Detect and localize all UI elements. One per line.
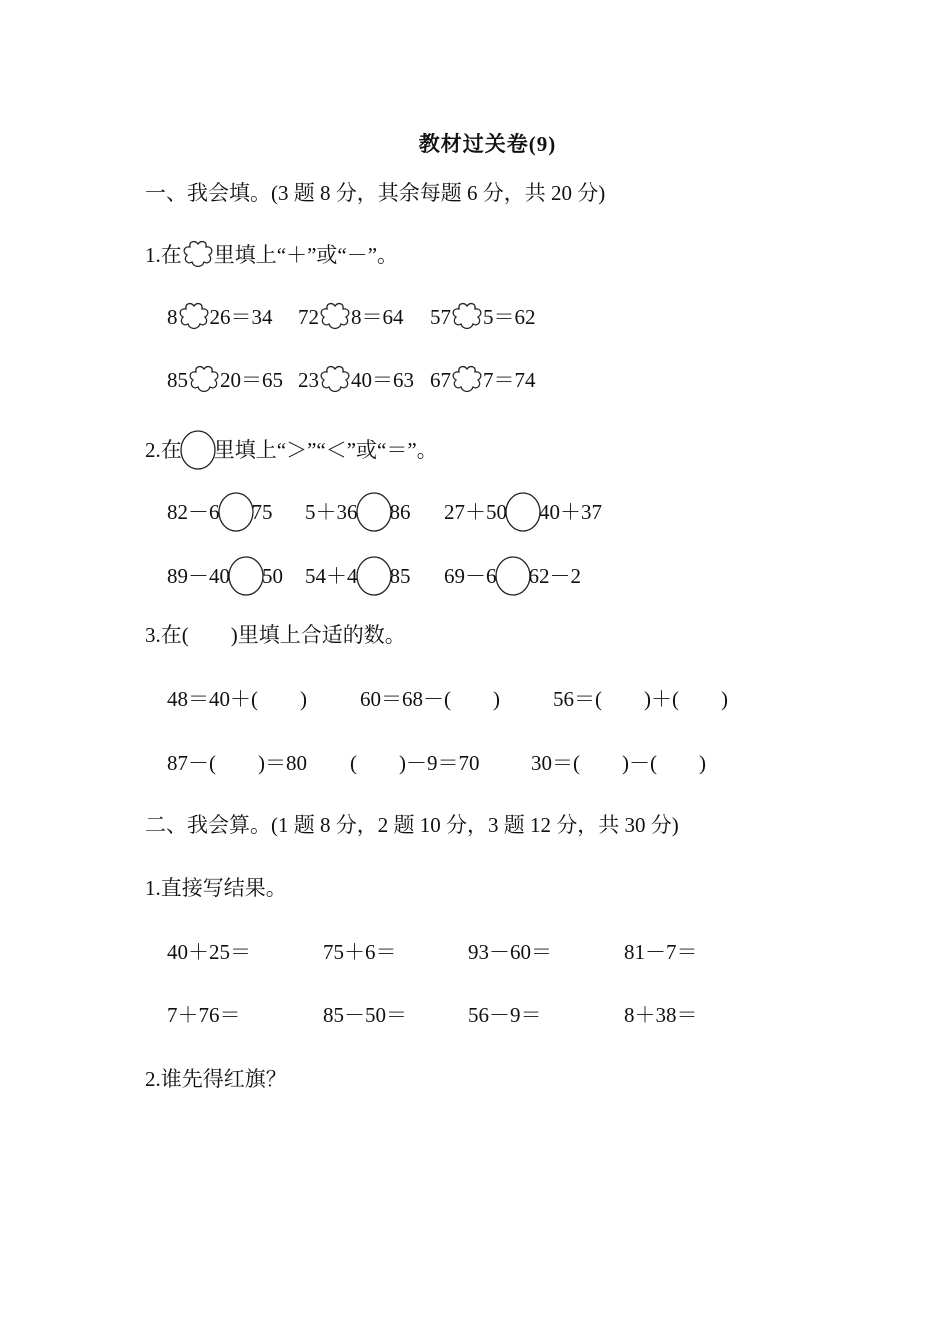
calc-row1-item1[interactable]: 40＋25＝: [167, 940, 251, 964]
q2-suffix: 里填上“＞”“＜”或“＝”。: [213, 438, 438, 462]
q1-left: 23: [298, 368, 319, 392]
q1-suffix: 里填上“＋”或“－”。: [213, 243, 399, 267]
q3-row1-item3[interactable]: 56＝( )＋( ): [553, 687, 728, 711]
q1-right: 7＝74: [483, 368, 536, 392]
q2-right: 50: [262, 564, 283, 588]
circle-blank-icon[interactable]: [505, 492, 541, 532]
q3-row2-item3[interactable]: 30＝( )－( ): [531, 751, 706, 775]
calc-row2-item2[interactable]: 85－50＝: [323, 1003, 407, 1027]
calc-row2-item3[interactable]: 56－9＝: [468, 1003, 542, 1027]
circle-blank-icon[interactable]: [356, 492, 392, 532]
q2-left: 54＋4: [305, 564, 358, 588]
flower-blank-icon[interactable]: [319, 302, 351, 332]
circle-blank-icon[interactable]: [495, 556, 531, 596]
q2-row1-item3: [444, 492, 602, 532]
q1-prefix: 1.在: [145, 243, 182, 267]
flower-blank-icon: [182, 240, 214, 270]
q1-left: 8: [167, 305, 178, 329]
q1-right: 26＝34: [209, 305, 273, 329]
circle-blank-icon[interactable]: [228, 556, 264, 596]
q1-right: 8＝64: [351, 305, 404, 329]
q2-right: 62－2: [528, 564, 581, 588]
section1-heading: 一、我会填。(3 题 8 分，其余每题 6 分，共 20 分): [145, 181, 606, 205]
q2-row2-item2: [305, 556, 411, 596]
q1-row2-item1: [167, 365, 283, 395]
q3-row2-item1[interactable]: 87－( )＝80: [167, 751, 307, 775]
calc-row2-item4[interactable]: 8＋38＝: [624, 1003, 698, 1027]
q2-left: 82－6: [167, 500, 220, 524]
q2-instruction: [145, 430, 438, 470]
q1-instruction: [145, 240, 398, 270]
circle-blank-icon[interactable]: [356, 556, 392, 596]
q3-instruction: 3.在( )里填上合适的数。: [145, 623, 406, 647]
q2-row1-item2: [305, 492, 411, 532]
circle-blank-icon: [180, 430, 216, 470]
q1-row1-item1: [167, 302, 273, 332]
q2-left: 5＋36: [305, 500, 358, 524]
s2-q2-instruction: 2.谁先得红旗？: [145, 1067, 287, 1091]
q2-prefix: 2.在: [145, 438, 182, 462]
q1-left: 72: [298, 305, 319, 329]
q2-right: 40＋37: [539, 500, 602, 524]
q2-right: 85: [389, 564, 411, 588]
q1-right: 5＝62: [483, 305, 536, 329]
q2-left: 27＋50: [444, 500, 507, 524]
q1-right: 20＝65: [220, 368, 283, 392]
q1-left: 67: [430, 368, 451, 392]
q1-row2-item2: [298, 365, 414, 395]
q2-right: 75: [251, 500, 273, 524]
circle-blank-icon[interactable]: [218, 492, 254, 532]
q2-left: 89－40: [167, 564, 230, 588]
flower-blank-icon[interactable]: [451, 302, 483, 332]
q1-left: 85: [167, 368, 188, 392]
q3-row1-item1[interactable]: 48＝40＋( ): [167, 687, 307, 711]
q1-row2-item3: [430, 365, 536, 395]
q1-right: 40＝63: [351, 368, 414, 392]
q2-row1-item1: [167, 492, 273, 532]
q2-row2-item1: [167, 556, 283, 596]
q2-left: 69－6: [444, 564, 497, 588]
q1-left: 57: [430, 305, 451, 329]
flower-blank-icon[interactable]: [178, 302, 210, 332]
calc-row1-item4[interactable]: 81－7＝: [624, 940, 698, 964]
flower-blank-icon[interactable]: [451, 365, 483, 395]
section2-heading: 二、我会算。(1 题 8 分，2 题 10 分，3 题 12 分，共 30 分): [145, 813, 679, 837]
calc-row1-item3[interactable]: 93－60＝: [468, 940, 552, 964]
page-title: 教材过关卷(9): [418, 132, 557, 156]
s2-q1-instruction: 1.直接写结果。: [145, 876, 287, 900]
q3-row2-item2[interactable]: ( )－9＝70: [350, 751, 480, 775]
flower-blank-icon[interactable]: [319, 365, 351, 395]
q2-right: 86: [389, 500, 411, 524]
q2-row2-item3: [444, 556, 581, 596]
q1-row1-item2: [298, 302, 404, 332]
flower-blank-icon[interactable]: [188, 365, 220, 395]
calc-row1-item2[interactable]: 75＋6＝: [323, 940, 397, 964]
calc-row2-item1[interactable]: 7＋76＝: [167, 1003, 241, 1027]
q1-row1-item3: [430, 302, 536, 332]
q3-row1-item2[interactable]: 60＝68－( ): [360, 687, 500, 711]
